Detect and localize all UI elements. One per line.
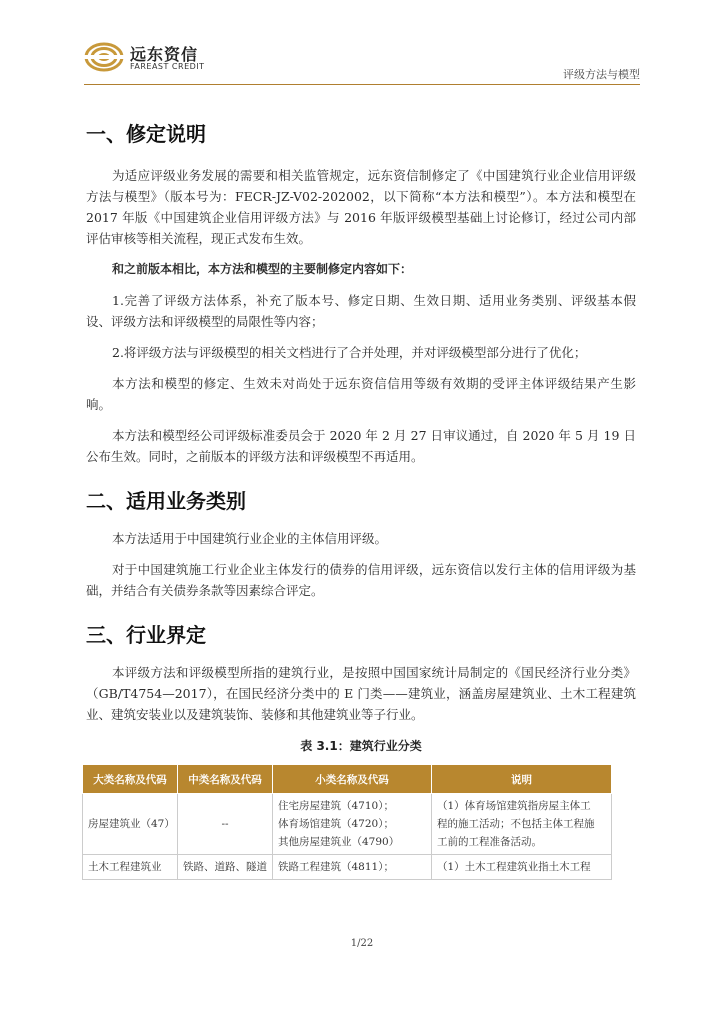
note-line: 工前的工程准备活动。 — [437, 836, 542, 848]
document-body — [86, 112, 636, 880]
note-line: （1）体育场馆建筑指房屋主体工 — [437, 800, 591, 812]
industry-classification-table — [82, 764, 612, 880]
brand-name-en: FAREAST CREDIT — [130, 62, 205, 71]
revision-item-2: 2.将评级方法与评级模型的相关文档进行了合并处理，并对评级模型部分进行了优化； — [112, 345, 587, 360]
fareast-logo-icon — [84, 40, 124, 74]
revision-approval-paragraph: 本方法和模型经公司评级标准委员会于 2020 年 2 月 27 日审议通过，自 2020 年 5 月 19 日公布生效。同时，之前版本的评级方法和评级模型不再适用。 — [86, 428, 636, 464]
table-header-row — [83, 765, 612, 794]
header-section-label: 评级方法与模型 — [563, 68, 640, 81]
cell-middle: 铁路、道路、隧道 — [178, 855, 273, 880]
header-divider — [84, 84, 640, 85]
minor-line: 体育场馆建筑（4720）； — [278, 818, 394, 830]
minor-line: 住宅房屋建筑（4710）； — [278, 800, 394, 812]
minor-line: 铁路工程建筑（4811）； — [278, 861, 394, 873]
industry-paragraph: 本评级方法和评级模型所指的建筑行业，是按照中国国家统计局制定的《国民经济行业分类》（GB/T4754—2017），在国民经济分类中的 E 门类——建筑业，涵盖房屋建筑业、土木工程建筑业、建筑安装业以及建筑装饰、装修和其他建筑业等子行业。 — [86, 665, 636, 722]
section-title-revision: 一、修定说明 — [86, 122, 206, 146]
scope-paragraph-2: 对于中国建筑施工行业企业主体发行的债券的信用评级，远东资信以发行主体的信用评级为基础，并结合有关债券条款等因素综合评定。 — [86, 562, 636, 598]
revision-paragraph: 为适应评级业务发展的需要和相关监管规定，远东资信制修定了《中国建筑行业企业信用评级方法与模型》（版本号为：FECR-JZ-V02-202002，以下简称“本方法和模型”）。本方法和模型在2017 年版《中国建筑企业信用评级方法》与 2016 年版评级模型基础上讨论修订，经过公司内部评估审核等相关流程，现正式发布生效。 — [86, 168, 636, 246]
cell-middle: -- — [178, 794, 273, 855]
header-minor: 小类名称及代码 — [273, 765, 432, 794]
cell-note — [432, 794, 612, 855]
table-caption: 表 3.1：建筑行业分类 — [300, 739, 422, 753]
header-note: 说明 — [432, 765, 612, 794]
section-title-industry: 三、行业界定 — [86, 623, 206, 647]
note-line: 程的施工活动；不包括主体工程施 — [437, 818, 595, 830]
cell-minor — [273, 855, 432, 880]
revision-item-1: 1.完善了评级方法体系，补充了版本号、修定日期、生效日期、适用业务类别、评级基本假设、评级方法和评级模型的局限性等内容； — [86, 293, 636, 329]
table-row — [83, 855, 612, 880]
cell-note — [432, 855, 612, 880]
revision-summary-heading: 和之前版本相比，本方法和模型的主要制修定内容如下： — [112, 262, 413, 276]
section-title-scope: 二、适用业务类别 — [86, 489, 246, 513]
header-major: 大类名称及代码 — [83, 765, 178, 794]
cell-major: 土木工程建筑业 — [83, 855, 178, 880]
revision-impact-paragraph: 本方法和模型的修定、生效未对尚处于远东资信信用等级有效期的受评主体评级结果产生影响。 — [86, 376, 636, 412]
page-number: 1/22 — [350, 938, 374, 949]
page-header — [84, 40, 640, 84]
brand-name-cn: 远东资信 — [130, 45, 199, 64]
note-line: （1）土木工程建筑业指土木工程 — [437, 861, 591, 873]
minor-line: 其他房屋建筑业（4790） — [278, 836, 400, 848]
table-row — [83, 794, 612, 855]
header-middle: 中类名称及代码 — [178, 765, 273, 794]
cell-major: 房屋建筑业（47） — [83, 794, 178, 855]
scope-paragraph-1: 本方法适用于中国建筑行业企业的主体信用评级。 — [112, 531, 388, 546]
cell-minor — [273, 794, 432, 855]
